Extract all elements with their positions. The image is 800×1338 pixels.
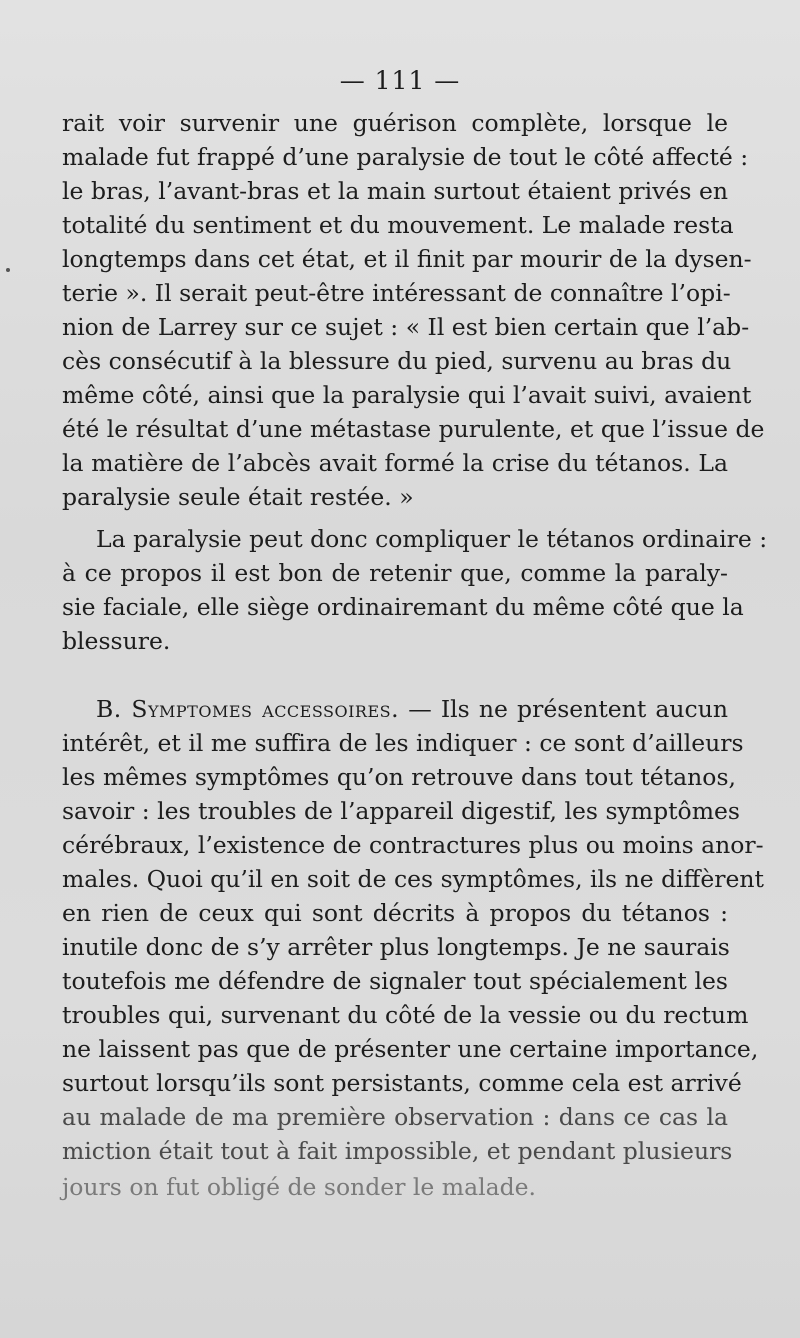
text-line: intérêt, et il me suffira de les indiquer : ce sont d’ailleurs <box>62 729 744 757</box>
text-line: jours on fut obligé de sonder le malade. <box>62 1173 537 1201</box>
section-heading: B. Symptomes accessoires. <box>96 695 400 723</box>
text-line: males. Quoi qu’il en soit de ces symptômes, ils ne diffèrent <box>62 865 764 893</box>
text-line: été le résultat d’une métastase purulente, et que l’issue de <box>62 415 765 443</box>
text-line: toutefois me défendre de signaler tout spécialement les <box>62 967 728 995</box>
text-span: — Ils ne présentent aucun <box>408 695 728 723</box>
text-line: sie faciale, elle siège ordinairemant du même côté que la <box>62 593 744 621</box>
text-line: en rien de ceux qui sont décrits à propos du tétanos : <box>62 899 728 927</box>
text-line: le bras, l’avant-bras et la main surtout étaient privés en <box>62 177 728 205</box>
text-line: les mêmes symptômes qu’on retrouve dans tout tétanos, <box>62 763 736 791</box>
text-line: à ce propos il est bon de retenir que, comme la paraly- <box>62 559 728 587</box>
section-heading-line <box>96 694 728 724</box>
page-number: — 111 — <box>339 66 461 95</box>
text-line: cès consécutif à la blessure du pied, survenu au bras du <box>62 347 732 375</box>
text-line: savoir : les troubles de l’appareil digestif, les symptômes <box>62 797 740 825</box>
text-line: miction était tout à fait impossible, et pendant plusieurs <box>62 1137 733 1165</box>
text-line: paralysie seule était restée. » <box>62 483 414 511</box>
text-line: rait voir survenir une guérison complète, lorsque le <box>62 109 728 137</box>
text-line: même côté, ainsi que la paralysie qui l’avait suivi, avaient <box>62 381 752 409</box>
text-line: au malade de ma première observation : dans ce cas la <box>62 1103 728 1131</box>
text-line: cérébraux, l’existence de contractures plus ou moins anor- <box>62 831 764 859</box>
text-line: la matière de l’abcès avait formé la crise du tétanos. La <box>62 449 728 477</box>
text-line: totalité du sentiment et du mouvement. Le malade resta <box>62 211 734 239</box>
text-line: malade fut frappé d’une paralysie de tout le côté affecté : <box>62 143 749 171</box>
text-line: longtemps dans cet état, et il finit par mourir de la dysen- <box>62 245 752 273</box>
text-line: surtout lorsqu’ils sont persistants, comme cela est arrivé <box>62 1069 742 1097</box>
text-line: inutile donc de s’y arrêter plus longtemps. Je ne saurais <box>62 933 730 961</box>
text-line: La paralysie peut donc compliquer le tétanos ordinaire : <box>96 525 768 553</box>
text-line: terie ». Il serait peut-être intéressant de connaître l’opi- <box>62 279 731 307</box>
text-line: blessure. <box>62 627 171 655</box>
text-line: troubles qui, survenant du côté de la vessie ou du rectum <box>62 1001 749 1029</box>
ink-speck <box>6 268 10 272</box>
text-line: ne laissent pas que de présenter une certaine importance, <box>62 1035 759 1063</box>
text-line: nion de Larrey sur ce sujet : « Il est bien certain que l’ab- <box>62 313 750 341</box>
